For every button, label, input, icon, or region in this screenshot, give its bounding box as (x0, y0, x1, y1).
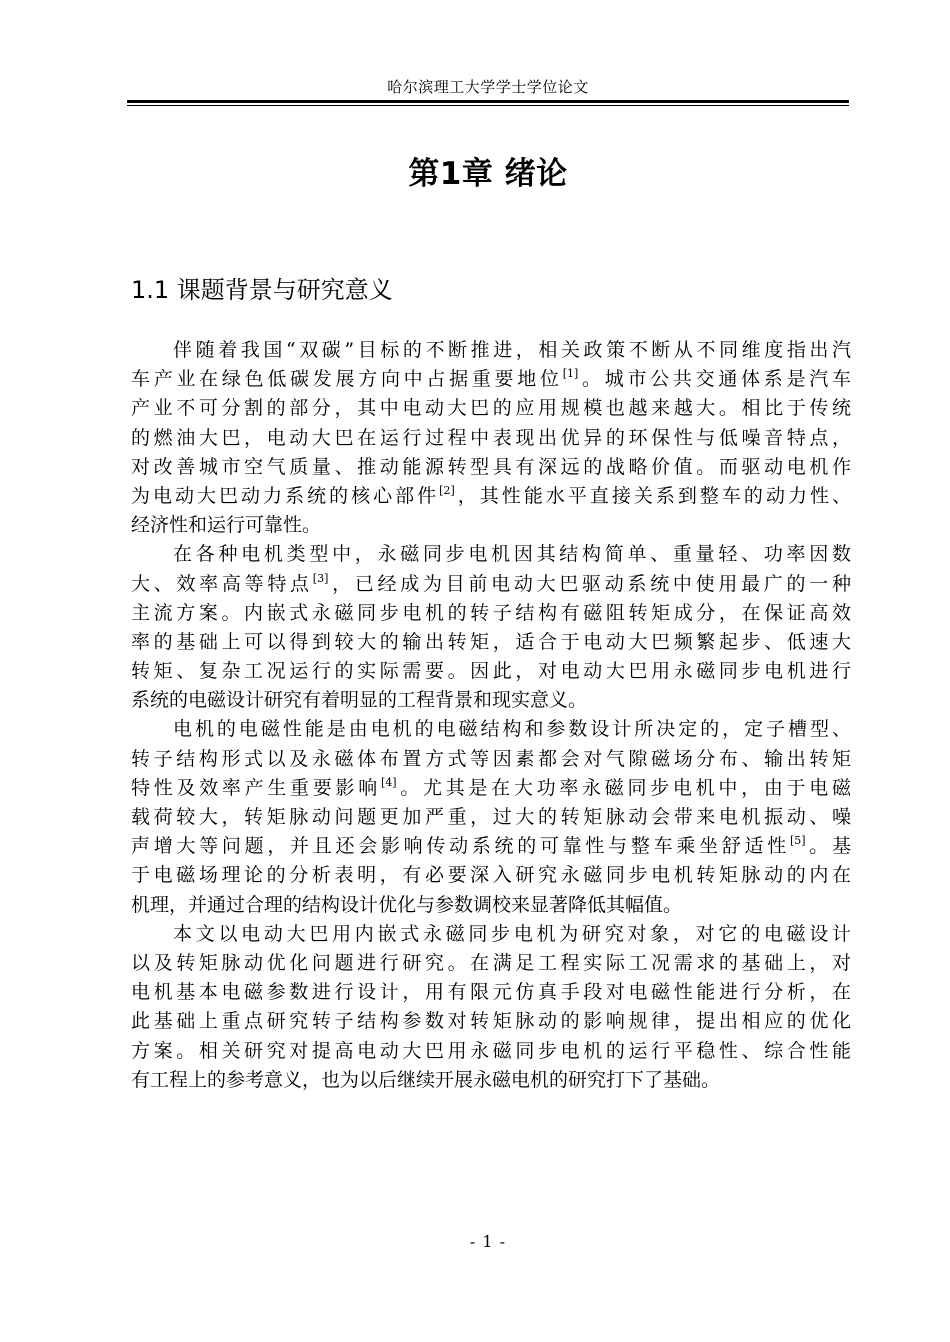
body-text (131, 336, 851, 1095)
text-segment: 车产业在绿色低碳发展方向中占据重要地位 (131, 368, 563, 391)
text-line: 转子结构形式以及永磁体布置方式等因素都会对气隙磁场分布、输出转矩 (131, 747, 851, 770)
text-segment: 。城市公共交通体系是汽车 (578, 368, 851, 391)
text-segment: 大、效率高等特点 (131, 572, 313, 595)
paragraph (131, 920, 851, 1095)
text-line (131, 570, 851, 599)
section-title: 1.1 课题背景与研究意义 (131, 276, 393, 304)
paragraph (131, 540, 851, 715)
text-segment: 特性及效率产生重要影响 (131, 776, 381, 799)
text-line: 电机基本电磁参数进行设计，用有限元仿真手段对电磁性能进行分析，在 (131, 981, 851, 1004)
text-line: 有工程上的参考意义，也为以后继续开展永磁电机的研究打下了基础。 (131, 1068, 721, 1091)
text-line: 于电磁场理论的分析表明，有必要深入研究永磁同步电机转矩脉动的内在 (131, 864, 851, 887)
text-line (131, 482, 851, 511)
running-header: 哈尔滨理工大学学士学位论文 (387, 78, 589, 96)
header-rule-thick (127, 100, 849, 103)
text-line: 伴随着我国“双碳”目标的不断推进，相关政策不断从不同维度指出汽 (173, 339, 851, 361)
text-line: 对改善城市空气质量、推动能源转型具有深远的战略价值。而驱动电机作 (131, 455, 851, 478)
text-line: 机理，并通过合理的结构设计优化与参数调校来显著降低其幅值。 (131, 893, 683, 916)
text-segment: 声增大等问题，并且还会影响传动系统的可靠性与整车乘坐舒适性 (131, 835, 790, 858)
text-line: 产业不可分割的部分，其中电动大巴的应用规模也越来越大。相比于传统 (131, 397, 851, 420)
chapter-title: 第1章 绪论 (408, 156, 568, 192)
citation-ref: [2] (439, 483, 455, 497)
text-line: 主流方案。内嵌式永磁同步电机的转子结构有磁阻转矩成分，在保证高效 (131, 601, 851, 624)
citation-ref: [1] (562, 367, 579, 381)
text-line: 载荷较大，转矩脉动问题更加严重，过大的转矩脉动会带来电机振动、噪 (131, 806, 851, 828)
paragraph (131, 715, 851, 919)
citation-ref: [4] (380, 775, 397, 789)
text-line: 系统的电磁设计研究有着明显的工程背景和现实意义。 (131, 689, 588, 712)
page-number: - 1 - (469, 1232, 507, 1251)
citation-ref: [3] (312, 571, 329, 585)
text-line (131, 365, 851, 394)
text-line: 经济性和运行可靠性。 (131, 514, 322, 537)
text-line: 此基础上重点研究转子结构参数对转矩脉动的影响规律，提出相应的优化 (131, 1010, 851, 1033)
text-line: 电机的电磁性能是由电机的电磁结构和参数设计所决定的，定子槽型、 (173, 718, 851, 741)
text-line: 率的基础上可以得到较大的输出转矩，适合于电动大巴频繁起步、低速大 (131, 630, 851, 653)
citation-ref: [5] (789, 834, 806, 848)
text-line: 本文以电动大巴用内嵌式永磁同步电机为研究对象，对它的电磁设计 (173, 922, 851, 945)
text-line: 在各种电机类型中，永磁同步电机因其结构简单、重量轻、功率因数 (173, 543, 851, 566)
header-rule-thin (127, 105, 849, 106)
text-line: 方案。相关研究对提高电动大巴用永磁同步电机的运行平稳性、综合性能 (131, 1039, 851, 1062)
text-segment: ，已经成为目前电动大巴驱动系统中使用最广的一种 (328, 572, 851, 595)
text-line (131, 832, 851, 861)
text-segment: 。基 (805, 835, 851, 858)
text-line: 的燃油大巴，电动大巴在运行过程中表现出优异的环保性与低噪音特点， (131, 426, 851, 449)
text-line: 以及转矩脉动优化问题进行研究。在满足工程实际工况需求的基础上，对 (131, 951, 851, 974)
text-line (131, 774, 851, 803)
text-segment: ，其性能水平直接关系到整车的动力性、 (454, 484, 851, 507)
text-segment: 。尤其是在大功率永磁同步电机中，由于电磁 (396, 776, 851, 799)
paragraph (131, 336, 851, 540)
text-segment: 为电动大巴动力系统的核心部件 (131, 484, 440, 507)
text-line: 转矩、复杂工况运行的实际需要。因此，对电动大巴用永磁同步电机进行 (131, 660, 851, 683)
